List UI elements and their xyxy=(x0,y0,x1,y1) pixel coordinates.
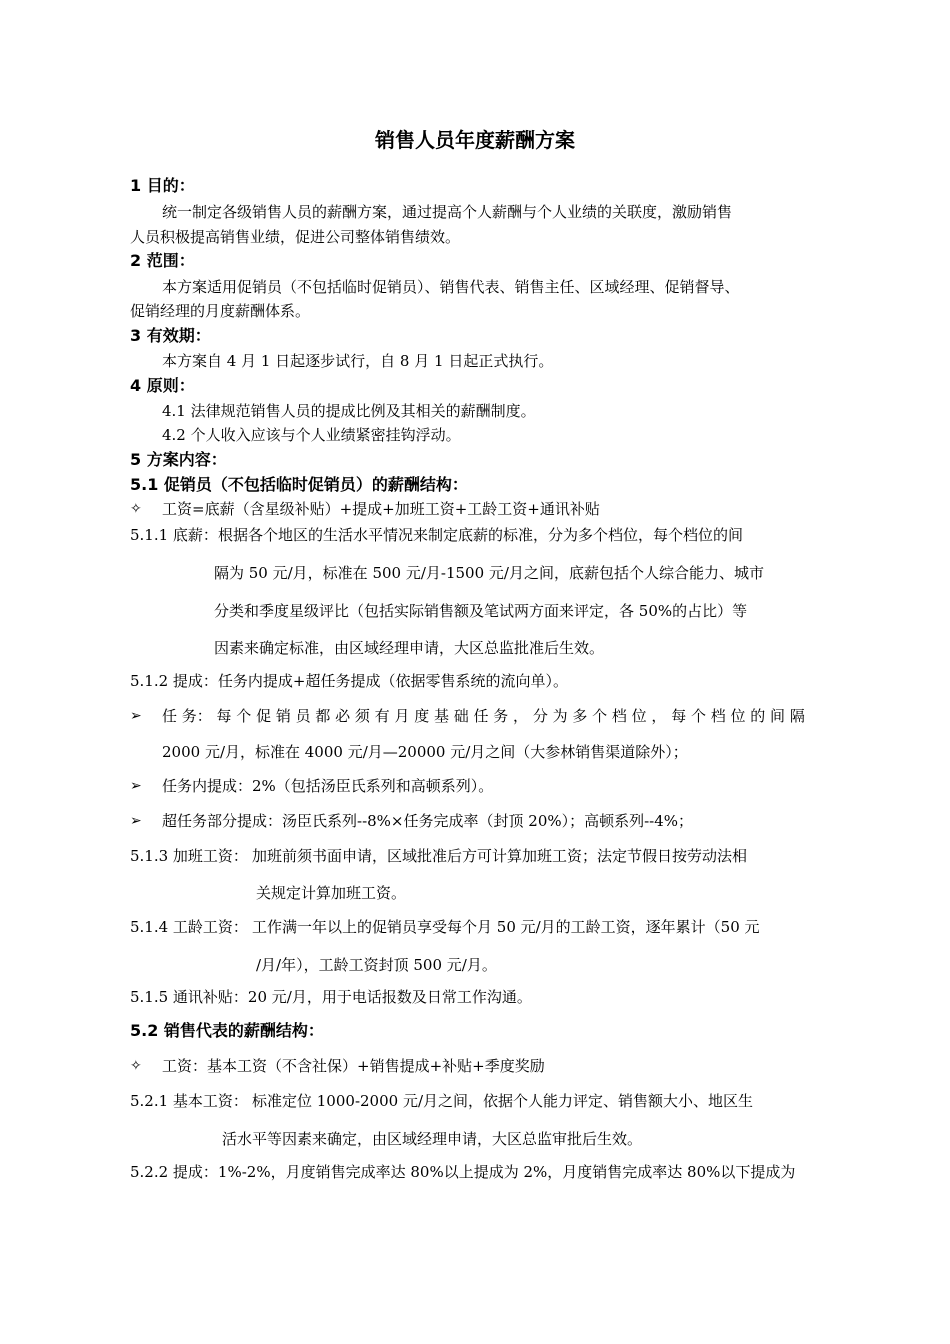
item-5-1-5: 5.1.5 通讯补贴：20 元/月，用于电话报数及日常工作沟通。 xyxy=(130,988,532,1006)
section-5-heading: 5 方案内容： xyxy=(130,450,227,469)
section-5-1-heading: 5.1 促销员（不包括临时促销员）的薪酬结构： xyxy=(130,475,468,494)
item-5-1-4-label: 5.1.4 工龄工资： xyxy=(130,918,248,936)
section-3-line-1: 本方案自 4 月 1 日起逐步试行，自 8 月 1 日起正式执行。 xyxy=(162,352,554,370)
salary-formula-5-1: 工资=底薪（含星级补贴）+提成+加班工资+工龄工资+通讯补贴 xyxy=(162,500,600,518)
item-5-1-1-line-4: 因素来确定标准，由区域经理申请，大区总监批准后生效。 xyxy=(214,639,605,657)
section-2-line-2: 促销经理的月度薪酬体系。 xyxy=(130,302,311,320)
section-2-line-1: 本方案适用促销员（不包括临时促销员）、销售代表、销售主任、区域经理、促销督导、 xyxy=(162,278,740,296)
item-5-1-3-line-2: 关规定计算加班工资。 xyxy=(256,884,407,902)
section-1-heading: 1 目的： xyxy=(130,176,195,195)
section-2-heading: 2 范围： xyxy=(130,251,195,270)
item-5-2-1-label: 5.2.1 基本工资： xyxy=(130,1092,248,1110)
principle-4-2: 4.2 个人收入应该与个人业绩紧密挂钩浮动。 xyxy=(162,426,461,444)
section-1-line-2: 人员积极提高销售业绩，促进公司整体销售绩效。 xyxy=(130,228,461,246)
arrow-bullet-icon: ➢ xyxy=(130,708,142,724)
diamond-bullet-icon: ✧ xyxy=(130,501,142,517)
section-1-line-1: 统一制定各级销售人员的薪酬方案，通过提高个人薪酬与个人业绩的关联度，激励销售 xyxy=(162,203,733,221)
arrow-bullet-icon: ➢ xyxy=(130,778,142,794)
item-5-1-1-line-3: 分类和季度星级评比（包括实际销售额及笔试两方面来评定，各 50%的占比）等 xyxy=(214,602,748,620)
item-5-1-4-line-1: 工作满一年以上的促销员享受每个月 50 元/月的工龄工资，逐年累计（50 元 xyxy=(252,918,760,936)
item-5-2-1-line-2: 活水平等因素来确定，由区域经理申请，大区总监审批后生效。 xyxy=(222,1130,643,1148)
arrow-bullet-icon: ➢ xyxy=(130,813,142,829)
bullet-within-task-commission: 任务内提成：2%（包括汤臣氏系列和高顿系列）。 xyxy=(162,777,494,795)
item-5-1-1-line-2: 隔为 50 元/月，标准在 500 元/月-1500 元/月之间，底薪包括个人综合能力、城市 xyxy=(214,564,764,582)
item-5-1-3-line-1: 加班前须书面申请，区域批准后方可计算加班工资；法定节假日按劳动法相 xyxy=(252,847,748,865)
item-5-2-2: 5.2.2 提成：1%-2%，月度销售完成率达 80%以上提成为 2%，月度销售完成率达 80%以下提成为 xyxy=(130,1163,796,1181)
section-4-heading: 4 原则： xyxy=(130,376,195,395)
diamond-bullet-icon: ✧ xyxy=(130,1058,142,1074)
salary-formula-5-2: 工资：基本工资（不含社保）+销售提成+补贴+季度奖励 xyxy=(162,1057,545,1075)
bullet-task-line-2: 2000 元/月，标准在 4000 元/月—20000 元/月之间（大参林销售渠道除外）； xyxy=(162,743,688,761)
section-5-2-heading: 5.2 销售代表的薪酬结构： xyxy=(130,1021,324,1040)
principle-4-1: 4.1 法律规范销售人员的提成比例及其相关的薪酬制度。 xyxy=(162,402,536,420)
document-title: 销售人员年度薪酬方案 xyxy=(375,128,575,152)
item-5-1-1-line-1: 根据各个地区的生活水平情况来制定底薪的标准，分为多个档位，每个档位的间 xyxy=(218,526,744,544)
bullet-task-line-1: 任 务： 每 个 促 销 员 都 必 须 有 月 度 基 础 任 务 ， 分 为 多 个 档 位 ， 每 个 档 位 的 间 隔 xyxy=(162,707,805,725)
section-3-heading: 3 有效期： xyxy=(130,326,211,345)
item-5-1-2: 5.1.2 提成：任务内提成+超任务提成（依据零售系统的流向单）。 xyxy=(130,672,569,690)
bullet-over-task-commission: 超任务部分提成：汤臣氏系列--8%×任务完成率（封顶 20%）；高顿系列--4%； xyxy=(162,812,694,830)
item-5-1-3-label: 5.1.3 加班工资： xyxy=(130,847,248,865)
item-5-2-1-line-1: 标准定位 1000-2000 元/月之间，依据个人能力评定、销售额大小、地区生 xyxy=(252,1092,754,1110)
item-5-1-1-label: 5.1.1 底薪： xyxy=(130,526,218,544)
item-5-1-4-line-2: /月/年），工龄工资封顶 500 元/月。 xyxy=(256,956,497,974)
